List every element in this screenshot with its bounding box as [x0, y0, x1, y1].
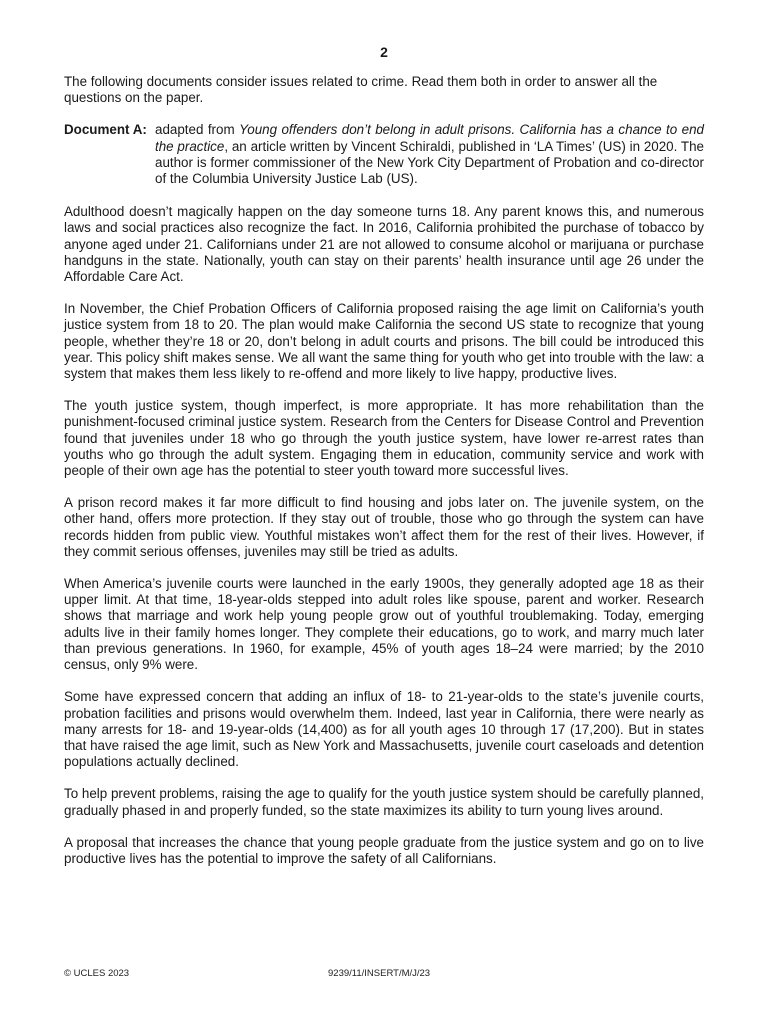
intro-paragraph: The following documents consider issues related to crime. Read them both in order to answer all the questions on the paper. — [64, 74, 658, 106]
source-suffix: , an article written by Vincent Schiraldi, published in ‘LA Times’ (US) in 2020. The author is former commissioner of the New York City Department of Probation and co-director of the Columbia University Justice Lab (US). — [155, 138, 704, 187]
document-a-label: Document A: — [64, 122, 147, 138]
document-a-source — [155, 122, 704, 187]
body-paragraph-6: Some have expressed concern that adding an influx of 18- to 21-year-olds to the state’s juvenile courts, probation facilities and prisons would overwhelm them. Indeed, last year in California, there were nearly as many arrests for 18- and 19-year-olds (14,400) as for all youth ages 10 through 17 (17,200). But in states that have raised the age limit, such as New York and Massachusetts, juvenile court caseloads and detention populations actually declined. — [64, 689, 704, 770]
document-a-header — [64, 122, 704, 187]
source-prefix: adapted from — [155, 122, 240, 138]
body-paragraph-3: The youth justice system, though imperfect, is more appropriate. It has more rehabilitation than the punishment-focused criminal justice system. Research from the Centers for Disease Control and Prevention found that juveniles under 18 who go through the youth justice system, have lower re-arrest rates than youths who go through the adult system. Engaging them in education, community service and work with people of their own age has the potential to steer youth toward more successful lives. — [64, 398, 704, 479]
footer-copyright: © UCLES 2023 — [64, 968, 130, 979]
body-paragraph-2: In November, the Chief Probation Officers of California proposed raising the age limit on California’s youth justice system from 18 to 20. The plan would make California the second US state to recognize that young people, whether they’re 18 or 20, don’t belong in adult courts and prisons. The bill could be introduced this year. This policy shift makes sense. We all want the same thing for youth who get into trouble with the law: a system that makes them less likely to re-offend and more likely to live happy, productive lives. — [64, 301, 704, 382]
page-number: 2 — [380, 44, 388, 60]
article-title: Young offenders don’t belong in adult prisons. California has a chance to end the practice — [155, 122, 704, 154]
body-paragraph-1: Adulthood doesn’t magically happen on the day someone turns 18. Any parent knows this, and numerous laws and social practices also recognize the fact. In 2016, California prohibited the purchase of tobacco by anyone aged under 21. Californians under 21 are not allowed to consume alcohol or marijuana or purchase handguns in the state. Nationally, youth can stay on their parents’ health insurance until age 26 under the Affordable Care Act. — [64, 204, 704, 285]
footer-paper-code: 9239/11/INSERT/M/J/23 — [328, 968, 431, 979]
body-paragraph-5: When America’s juvenile courts were launched in the early 1900s, they generally adopted age 18 as their upper limit. At that time, 18-year-olds stepped into adult roles like spouse, parent and worker. Research shows that marriage and work help young people grow out of youthful troublemaking. Today, emerging adults live in their family homes longer. They complete their educations, go to work, and marry much later than previous generations. In 1960, for example, 45% of youth ages 18–24 were married; by the 2010 census, only 9% were. — [64, 576, 704, 673]
body-paragraph-8: A proposal that increases the chance that young people graduate from the justice system and go on to live productive lives has the potential to improve the safety of all Californians. — [64, 834, 704, 866]
body-paragraph-4: A prison record makes it far more difficult to find housing and jobs later on. The juvenile system, on the other hand, offers more protection. If they stay out of trouble, those who go through the system can have records hidden from public view. Youthful mistakes won’t affect them for the rest of their lives. However, if they commit serious offenses, juveniles may still be tried as adults. — [64, 495, 704, 559]
document-body — [64, 74, 704, 883]
body-paragraph-7: To help prevent problems, raising the age to qualify for the youth justice system should be carefully planned, gradually phased in and properly funded, so the state maximizes its ability to turn young lives around. — [64, 786, 704, 818]
